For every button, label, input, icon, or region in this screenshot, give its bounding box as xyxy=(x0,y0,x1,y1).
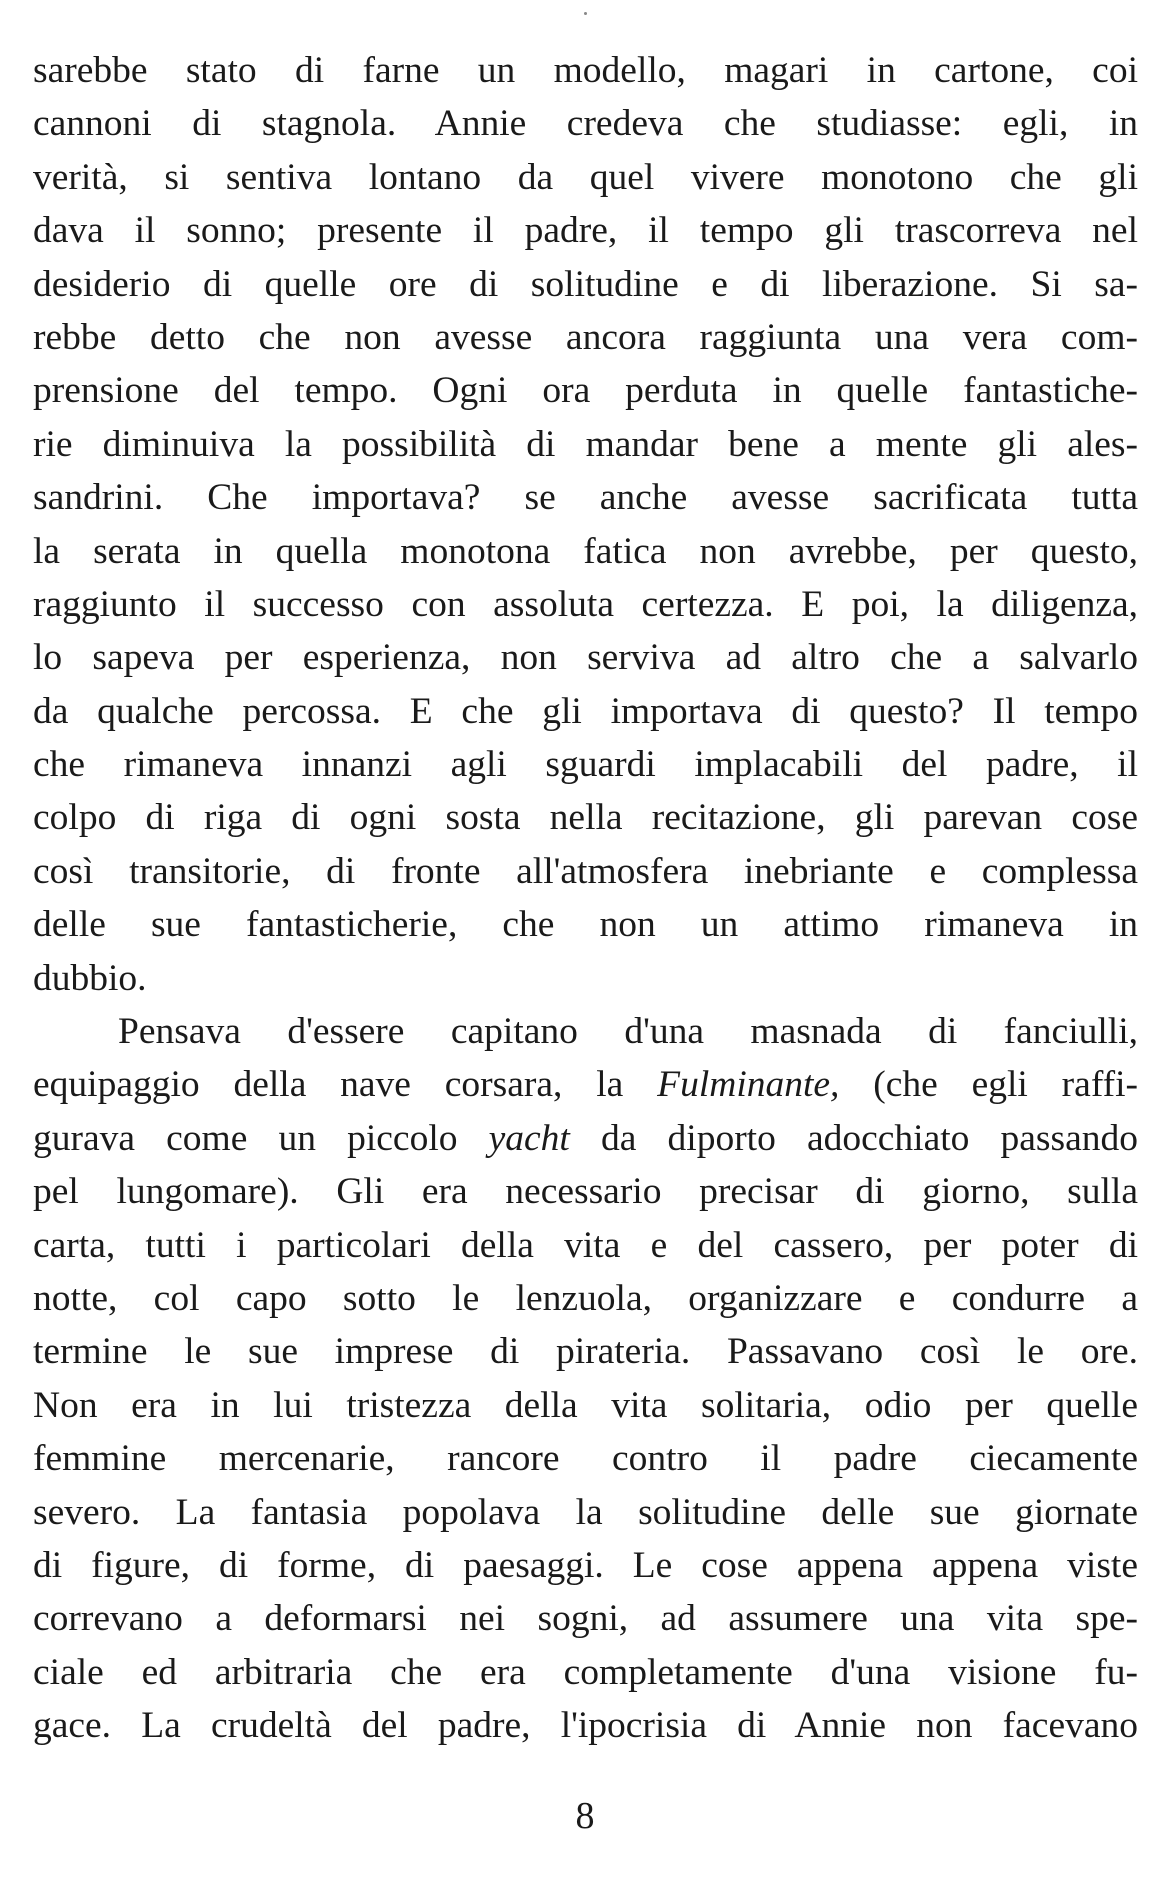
text-line: la serata in quella monotona fatica non avrebbe, per questo, xyxy=(33,530,1138,572)
page-number: 8 xyxy=(575,1795,595,1837)
text-line-with-italic xyxy=(33,1058,1138,1111)
text-line: ciale ed arbitraria che era completamente d'una visione fu- xyxy=(33,1651,1138,1693)
text-line: da qualche percossa. E che gli importava di questo? Il tempo xyxy=(33,690,1138,732)
text-segment: equipaggio della nave corsara, la xyxy=(33,1064,624,1106)
text-segment: (che egli raffi- xyxy=(873,1064,1138,1106)
text-line: sarebbe stato di farne un modello, magari in cartone, coi xyxy=(33,50,1138,91)
text-line: Pensava d'essere capitano d'una masnada di fanciulli, xyxy=(118,1011,1138,1053)
text-line: rie diminuiva la possibilità di mandar bene a mente gli ales- xyxy=(33,423,1138,465)
text-line: rebbe detto che non avesse ancora raggiunta una vera com- xyxy=(33,316,1138,358)
text-line: lo sapeva per esperienza, non serviva ad altro che a salvarlo xyxy=(33,637,1138,679)
text-line: correvano a deformarsi nei sogni, ad assumere una vita spe- xyxy=(33,1598,1138,1640)
text-segment: gurava come un piccolo xyxy=(33,1117,458,1159)
text-line: prensione del tempo. Ogni ora perduta in quelle fantastiche- xyxy=(33,370,1138,412)
text-line: Non era in lui tristezza della vita solitaria, odio per quelle xyxy=(33,1384,1138,1426)
text-line: cannoni di stagnola. Annie credeva che studiasse: egli, in xyxy=(33,103,1138,145)
body-text xyxy=(33,44,1138,1753)
text-line: raggiunto il successo con assoluta certezza. E poi, la diligenza, xyxy=(33,583,1138,625)
text-line: dava il sonno; presente il padre, il tempo gli trascorreva nel xyxy=(33,210,1138,252)
ship-name-italic: Fulminante, xyxy=(657,1064,840,1106)
text-line: carta, tutti i particolari della vita e del cassero, per poter di xyxy=(33,1224,1138,1266)
text-line: termine le sue imprese di pirateria. Passavano così le ore. xyxy=(33,1331,1138,1373)
yacht-italic: yacht xyxy=(488,1117,570,1159)
text-line: colpo di riga di ogni sosta nella recitazione, gli parevan cose xyxy=(33,797,1138,839)
text-line: severo. La fantasia popolava la solitudine delle sue giornate xyxy=(33,1491,1138,1533)
text-line: verità, si sentiva lontano da quel vivere monotono che gli xyxy=(33,156,1138,198)
text-line: così transitorie, di fronte all'atmosfera inebriante e complessa xyxy=(33,850,1138,892)
scan-speck xyxy=(584,12,587,15)
text-line: gace. La crudeltà del padre, l'ipocrisia di Annie non facevano xyxy=(33,1705,1138,1747)
text-line: che rimaneva innanzi agli sguardi implacabili del padre, il xyxy=(33,744,1138,786)
text-line: delle sue fantasticherie, che non un attimo rimaneva in xyxy=(33,904,1138,946)
text-segment: da diporto adocchiato passando xyxy=(601,1117,1138,1159)
text-line: notte, col capo sotto le lenzuola, organizzare e condurre a xyxy=(33,1277,1138,1319)
text-line-with-italic xyxy=(33,1112,1138,1165)
text-line: sandrini. Che importava? se anche avesse sacrificata tutta xyxy=(33,477,1138,519)
text-line: di figure, di forme, di paesaggi. Le cose appena appena viste xyxy=(33,1544,1138,1586)
text-line: pel lungomare). Gli era necessario precisar di giorno, sulla xyxy=(33,1171,1138,1213)
text-line: dubbio. xyxy=(33,957,147,999)
text-line: femmine mercenarie, rancore contro il padre ciecamente xyxy=(33,1438,1138,1480)
text-line: desiderio di quelle ore di solitudine e di liberazione. Si sa- xyxy=(33,263,1138,305)
